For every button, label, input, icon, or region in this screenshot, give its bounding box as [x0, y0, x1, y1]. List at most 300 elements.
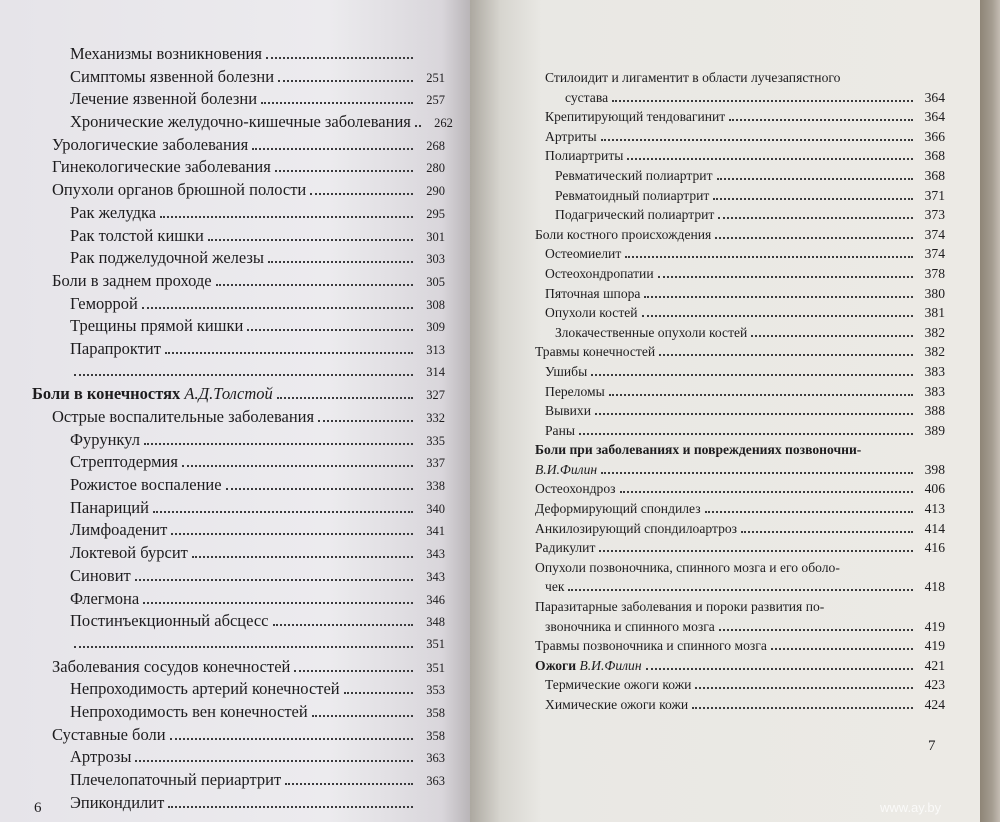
- dot-leader: [182, 454, 413, 468]
- toc-entry-title-text: Панариций: [70, 497, 149, 517]
- toc-entry: [0, 747, 445, 770]
- toc-entry: [535, 168, 945, 188]
- toc-entry: [0, 498, 445, 521]
- toc-entry-title: [535, 462, 597, 478]
- toc-entry-title-text: звоночника и спинного мозга: [545, 618, 715, 634]
- toc-page-number: 303: [426, 252, 445, 267]
- toc-page-number: 414: [924, 520, 945, 536]
- dot-leader: [692, 697, 913, 709]
- dot-leader: [595, 403, 913, 415]
- toc-entry: [0, 566, 445, 589]
- toc-entry: [535, 560, 945, 580]
- toc-entry-title-text: Непроходимость артерий конечностей: [70, 679, 340, 699]
- toc-entry: [535, 129, 945, 149]
- toc-entry-title: [545, 305, 638, 321]
- dot-leader: [153, 499, 413, 513]
- toc-entry: [535, 90, 945, 110]
- toc-entry-title-text: Стрептодермия: [70, 452, 178, 472]
- toc-entry-title: [70, 44, 262, 64]
- toc-entry-title: [555, 188, 709, 204]
- toc-entry-title-text: Ревматический полиартрит: [555, 167, 713, 183]
- toc-entry-title: [535, 599, 824, 615]
- toc-entry-title: [535, 540, 595, 556]
- toc-entry-author: А.Д.Толстой: [184, 384, 273, 404]
- toc-entry-title: [52, 725, 166, 745]
- dot-leader: [705, 501, 913, 513]
- dot-leader: [591, 364, 913, 376]
- toc-entry-title: [70, 747, 131, 767]
- toc-entry-title-text: Артриты: [545, 128, 597, 144]
- toc-entry-title: [70, 112, 411, 132]
- toc-page-number: 341: [426, 524, 445, 539]
- toc-page-number: 383: [924, 363, 945, 379]
- dot-leader: [599, 540, 913, 552]
- toc-entry-title-text: Артрозы: [70, 747, 132, 767]
- toc-entry-title-text: Паразитарные заболевания и пороки развития по-: [535, 599, 825, 615]
- toc-entry-title: [535, 344, 655, 360]
- dot-leader: [865, 445, 913, 455]
- toc-entry-title-text: Суставные боли: [52, 724, 166, 744]
- dot-leader: [844, 72, 913, 82]
- dot-leader: [135, 748, 413, 762]
- dot-leader: [226, 476, 413, 490]
- toc-entry-title: [555, 325, 747, 341]
- toc-entry: [0, 475, 445, 498]
- toc-entry: [0, 384, 445, 407]
- toc-page-number: 351: [426, 636, 445, 651]
- toc-entry: [535, 266, 945, 286]
- toc-entry-title: [70, 89, 257, 109]
- toc-page-number: 389: [924, 422, 945, 438]
- toc-entry-title: [545, 423, 575, 439]
- toc-page-number: 337: [426, 456, 445, 471]
- toc-page-number: 406: [924, 481, 945, 497]
- toc-entry: [535, 403, 945, 423]
- toc-entry: [535, 109, 945, 129]
- toc-entry-title: [545, 619, 715, 635]
- toc-page-number: 340: [426, 501, 445, 516]
- toc-entry: [535, 599, 945, 619]
- toc-page-number: 301: [426, 229, 445, 244]
- toc-entry-title-text: Рак желудка: [70, 202, 157, 222]
- toc-entry-title: [70, 679, 340, 699]
- toc-entry-title: [70, 452, 178, 472]
- toc-entry: [0, 157, 445, 180]
- toc-entry-title-text: Боли в конечностях: [32, 384, 181, 404]
- dot-leader: [278, 68, 413, 82]
- toc-entry-title-text: Парапроктит: [70, 338, 161, 358]
- toc-entry-title-text: Остеохондроз: [535, 481, 616, 497]
- toc-entry-title: [555, 168, 713, 184]
- toc-entry: [0, 316, 445, 339]
- dot-leader: [741, 521, 913, 533]
- dot-leader: [625, 247, 913, 259]
- toc-entry-title-text: Рак толстой кишки: [70, 225, 204, 245]
- toc-page-number: 313: [426, 342, 445, 357]
- toc-entry: [535, 344, 945, 364]
- toc-entry-title: [52, 135, 248, 155]
- toc-entry-title-text: Флегмона: [70, 588, 140, 608]
- toc-entry-title-text: Опухоли органов брюшной полости: [52, 180, 307, 200]
- toc-entry: [0, 430, 445, 453]
- toc-page-number: 364: [924, 109, 945, 125]
- toc-page-number: 327: [426, 388, 445, 403]
- toc-entry-title: [535, 658, 642, 674]
- toc-entry-title: [545, 266, 654, 282]
- toc-page-number: 374: [924, 246, 945, 262]
- toc-page-number: 358: [426, 705, 445, 720]
- toc-entry-title-text: Гинекологические заболевания: [52, 157, 271, 177]
- toc-entry: [535, 384, 945, 404]
- toc-page-number: 363: [426, 774, 445, 788]
- dot-leader: [659, 345, 913, 357]
- toc-page-number: 371: [924, 187, 945, 203]
- toc-page-number: 366: [924, 128, 945, 144]
- toc-page-number: 388: [924, 403, 945, 419]
- toc-entry-title-text: Геморрой: [70, 293, 138, 313]
- toc-entry-title-text: Фурункул: [70, 429, 140, 449]
- toc-entry: [0, 793, 445, 816]
- toc-entry: [0, 770, 445, 793]
- toc-entry: [0, 362, 445, 385]
- toc-page-number: 364: [924, 89, 945, 105]
- toc-entry-title-text: Ушибы: [545, 363, 588, 379]
- toc-page-number: 308: [426, 297, 445, 312]
- dot-leader: [275, 159, 413, 173]
- toc-entry-title-text: Ревматоидный полиартрит: [555, 187, 710, 203]
- toc-page-number: 419: [924, 618, 945, 634]
- toc-entry-title-text: Рожистое воспаление: [70, 475, 222, 495]
- toc-entry: [0, 226, 445, 249]
- toc-page-number: 398: [924, 461, 945, 477]
- toc-entry-title: [70, 611, 269, 631]
- dot-leader: [312, 703, 413, 717]
- toc-page-number: 363: [426, 751, 445, 766]
- dot-leader: [695, 678, 913, 690]
- dot-leader: [266, 45, 413, 59]
- toc-entry-title: [70, 316, 243, 336]
- toc-entry: [0, 657, 445, 680]
- toc-entry-title: [545, 148, 623, 164]
- toc-entry-title: [535, 227, 711, 243]
- toc-entry-title: [70, 67, 274, 87]
- toc-entry-title-text: Подагрический полиартрит: [555, 207, 715, 223]
- toc-entry-author: В.И.Филин: [535, 461, 598, 477]
- dot-leader: [168, 794, 413, 808]
- toc-entry-title-text: Хронические желудочно-кишечные заболевания: [70, 112, 411, 132]
- toc-entry-title: [52, 657, 290, 677]
- toc-page-number: 343: [426, 547, 445, 562]
- toc-entry-title: [545, 697, 688, 713]
- toc-entry-title-text: Лимфоаденит: [70, 520, 168, 540]
- dot-leader: [318, 408, 413, 422]
- toc-entry-title: [535, 481, 616, 497]
- toc-entry-title-text: Термические ожоги кожи: [545, 677, 692, 693]
- toc-entry-title-text: Полиартриты: [545, 148, 624, 164]
- dot-leader: [719, 619, 913, 631]
- toc-entry: [535, 442, 945, 462]
- left-page: [0, 0, 470, 822]
- toc-page-number: 351: [426, 660, 445, 675]
- toc-entry: [0, 702, 445, 725]
- toc-entry-title: [535, 501, 701, 517]
- toc-page-number: 416: [924, 540, 945, 556]
- toc-entry-title-text: Химические ожоги кожи: [545, 697, 689, 712]
- toc-entry-title: [70, 566, 131, 586]
- dot-leader: [285, 771, 413, 785]
- toc-entry-title: [70, 543, 188, 563]
- toc-entry: [535, 207, 945, 227]
- toc-page-number: 343: [426, 569, 445, 584]
- dot-leader: [627, 149, 913, 161]
- toc-entry-title: [535, 442, 861, 458]
- dot-leader: [273, 612, 413, 626]
- toc-entry-title: [545, 579, 564, 595]
- toc-entry: [535, 462, 945, 482]
- toc-entry-title-text: Синовит: [70, 565, 131, 585]
- toc-entry-title: [52, 180, 306, 200]
- dot-leader: [609, 384, 913, 396]
- toc-entry: [535, 305, 945, 325]
- toc-entry-title-text: Лечение язвенной болезни: [70, 89, 258, 109]
- toc-entry-title: [70, 589, 139, 609]
- toc-entry-title-text: Острые воспалительные заболевания: [52, 407, 315, 426]
- dot-leader: [729, 109, 913, 121]
- watermark: www.ay.by: [880, 800, 942, 815]
- dot-leader: [717, 168, 913, 180]
- toc-page-number: 268: [426, 138, 445, 153]
- toc-entry: [0, 67, 445, 90]
- dot-leader: [74, 634, 413, 648]
- dot-leader: [252, 136, 413, 150]
- toc-entry-title: [70, 203, 156, 223]
- toc-entry-title-text: Урологические заболевания: [52, 134, 249, 154]
- left-toc-list: [0, 44, 453, 815]
- toc-entry: [0, 679, 445, 702]
- toc-entry-title: [545, 109, 725, 125]
- toc-entry-title: [70, 498, 149, 518]
- toc-page-number: 380: [924, 285, 945, 301]
- right-page-number: 7: [928, 738, 936, 754]
- toc-page-number: 381: [924, 305, 945, 321]
- dot-leader: [844, 562, 913, 572]
- toc-entry-title: [535, 638, 767, 654]
- dot-leader: [165, 340, 413, 354]
- toc-entry-title-text: Плечелопаточный периартрит: [70, 770, 282, 789]
- dot-leader: [247, 317, 413, 331]
- dot-leader: [171, 522, 413, 536]
- toc-page-number: 309: [426, 320, 445, 335]
- toc-entry-title-text: Непроходимость вен конечностей: [70, 701, 308, 721]
- toc-page-number: 374: [924, 226, 945, 242]
- toc-entry: [535, 677, 945, 697]
- toc-entry-title-text: Опухоли костей: [545, 305, 638, 321]
- toc-entry: [535, 246, 945, 266]
- toc-entry-title: [70, 770, 281, 790]
- toc-entry-title-text: Локтевой бурсит: [70, 543, 188, 563]
- toc-page-number: 348: [426, 615, 445, 630]
- toc-entry-title: [70, 339, 161, 359]
- dot-leader: [74, 362, 413, 376]
- toc-entry: [535, 579, 945, 599]
- toc-page-number: 335: [426, 433, 445, 448]
- toc-entry-title-text: Остеохондропатии: [545, 265, 654, 281]
- dot-leader: [170, 726, 413, 740]
- toc-entry-title: [535, 521, 737, 537]
- dot-leader: [192, 544, 413, 558]
- toc-entry-title: [545, 403, 591, 419]
- dot-leader: [415, 113, 421, 127]
- toc-entry: [0, 180, 445, 203]
- toc-entry: [535, 364, 945, 384]
- dot-leader: [601, 462, 913, 474]
- toc-page-number: 373: [924, 207, 945, 223]
- dot-leader: [644, 286, 913, 298]
- toc-entry-title-text: Симптомы язвенной болезни: [70, 66, 275, 86]
- toc-entry: [535, 286, 945, 306]
- toc-entry: [0, 89, 445, 112]
- toc-entry: [0, 611, 445, 634]
- dot-leader: [828, 601, 913, 611]
- toc-entry-title-text: Боли костного происхождения: [535, 226, 712, 242]
- toc-entry-title: [52, 157, 271, 177]
- toc-entry-title: [32, 384, 273, 404]
- toc-page-number: 280: [426, 161, 445, 176]
- toc-entry-title-text: Травмы конечностей: [535, 344, 656, 360]
- toc-page-number: 314: [426, 364, 445, 379]
- toc-entry: [0, 203, 445, 226]
- toc-entry-title: [52, 271, 212, 291]
- toc-entry-title: [545, 384, 605, 400]
- dot-leader: [612, 90, 913, 102]
- toc-entry: [0, 407, 445, 430]
- toc-page-number: 358: [426, 728, 445, 743]
- toc-entry-title-text: Остеомиелит: [545, 246, 622, 262]
- toc-entry: [0, 271, 445, 294]
- toc-entry: [535, 325, 945, 345]
- toc-entry-title-text: Переломы: [545, 383, 605, 399]
- toc-entry-title-text: Раны: [545, 422, 576, 438]
- toc-page-number: 423: [924, 677, 945, 693]
- toc-entry: [0, 248, 445, 271]
- toc-entry-title: [545, 286, 640, 302]
- dot-leader: [568, 580, 913, 592]
- toc-entry-title: [70, 475, 222, 495]
- dot-leader: [658, 266, 913, 278]
- toc-entry-title-text: Постинъекционный абсцесс: [70, 611, 269, 631]
- dot-leader: [160, 204, 413, 218]
- toc-page-number: 251: [426, 70, 445, 85]
- toc-entry-title-text: Боли при заболеваниях и повреждениях позвоночни-: [535, 442, 862, 458]
- dot-leader: [310, 181, 413, 195]
- toc-entry-title: [70, 226, 204, 246]
- toc-entry-title: [70, 520, 167, 540]
- toc-entry-title-text: Ожоги: [535, 657, 577, 673]
- toc-entry: [535, 619, 945, 639]
- toc-entry: [0, 44, 445, 67]
- dot-leader: [142, 295, 413, 309]
- dot-leader: [601, 129, 913, 141]
- toc-page-number: 290: [426, 184, 445, 199]
- toc-entry-title-text: Крепитирующий тендовагинит: [545, 109, 726, 125]
- toc-entry: [0, 135, 445, 158]
- toc-entry-title-text: Деформирующий спондилез: [535, 501, 701, 517]
- toc-page-number: 421: [924, 657, 945, 673]
- toc-entry-author: В.И.Филин: [579, 657, 642, 673]
- toc-entry-title: [70, 793, 164, 813]
- toc-entry: [535, 481, 945, 501]
- dot-leader: [771, 638, 913, 650]
- toc-entry-title-text: Злокачественные опухоли костей: [555, 324, 748, 340]
- toc-page-number: 332: [426, 411, 445, 425]
- toc-page-number: 346: [426, 592, 445, 607]
- toc-entry-title: [545, 129, 597, 145]
- toc-entry-title: [545, 364, 587, 380]
- toc-entry-title: [545, 246, 621, 262]
- dot-leader: [135, 567, 413, 581]
- toc-entry-title-text: Вывихи: [545, 403, 591, 419]
- toc-entry-title: [70, 702, 308, 722]
- toc-entry: [535, 521, 945, 541]
- dot-leader: [144, 431, 413, 445]
- toc-entry-title-text: Стилоидит и лигаментит в области лучезапястного: [545, 70, 841, 85]
- toc-entry-title: [535, 560, 840, 576]
- toc-entry: [535, 188, 945, 208]
- dot-leader: [620, 482, 913, 494]
- toc-entry: [0, 543, 445, 566]
- dot-leader: [261, 91, 413, 105]
- toc-entry-title-text: Трещины прямой кишки: [70, 316, 244, 336]
- dot-leader: [718, 207, 913, 219]
- right-toc-list: [535, 70, 945, 717]
- toc-entry: [0, 589, 445, 612]
- dot-leader: [277, 385, 413, 399]
- toc-page-number: 413: [924, 501, 945, 517]
- toc-entry: [0, 294, 445, 317]
- toc-entry: [535, 697, 945, 717]
- book-edge: [980, 0, 1000, 822]
- toc-entry: [0, 339, 445, 362]
- toc-page-number: 295: [426, 206, 445, 221]
- toc-page-number: 338: [426, 479, 445, 494]
- dot-leader: [294, 658, 413, 672]
- left-page-number: 6: [34, 800, 42, 816]
- toc-entry-title: [70, 294, 138, 314]
- toc-page-number: 382: [924, 344, 945, 360]
- toc-entry-title-text: Боли в заднем проходе: [52, 270, 212, 290]
- toc-entry-title: [70, 430, 140, 450]
- toc-entry-title-text: сустава: [565, 89, 609, 105]
- toc-entry: [535, 227, 945, 247]
- dot-leader: [642, 305, 913, 317]
- toc-page-number: 305: [426, 274, 445, 289]
- dot-leader: [579, 423, 913, 435]
- dot-leader: [216, 272, 413, 286]
- toc-entry-title-text: Анкилозирующий спондилоартроз: [535, 520, 738, 536]
- dot-leader: [646, 658, 913, 670]
- toc-page-number: 382: [924, 324, 945, 340]
- toc-page-number: 424: [924, 697, 945, 712]
- dot-leader: [715, 227, 913, 239]
- dot-leader: [344, 680, 413, 694]
- toc-entry-title-text: чек: [545, 579, 565, 595]
- toc-entry-title: [52, 407, 314, 427]
- dot-leader: [751, 325, 913, 337]
- toc-entry: [535, 638, 945, 658]
- toc-page-number: 257: [426, 93, 445, 108]
- toc-entry-title-text: Механизмы возникновения: [70, 44, 262, 63]
- toc-page-number: 353: [426, 683, 445, 698]
